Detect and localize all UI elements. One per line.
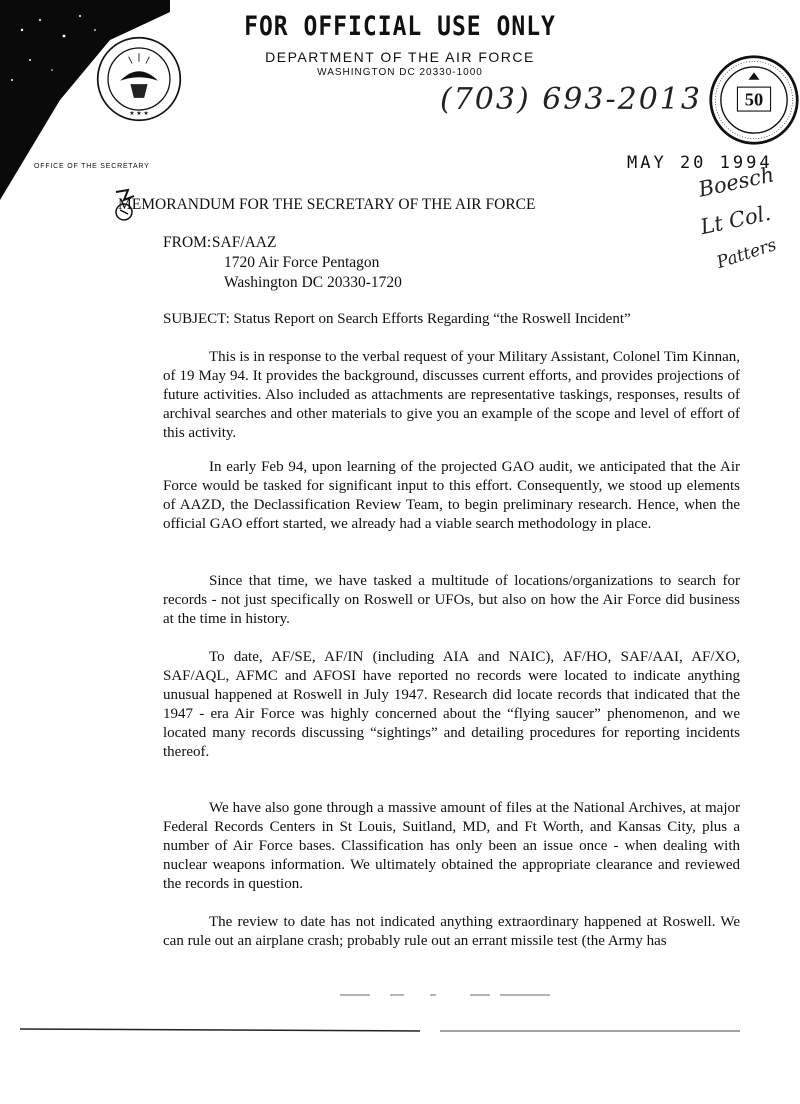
paragraph-text: Since that time, we have tasked a multitude of locations/organizations to search for records - not just specifically on Roswell or UFOs, but also on how the Air Force did business at the time in history. — [163, 573, 740, 627]
subject-text: Status Report on Search Efforts Regarding “the Roswell Incident” — [233, 311, 631, 327]
classification-banner: FOR OFFICIAL USE ONLY — [244, 12, 556, 42]
body-paragraph-4 — [163, 648, 740, 762]
from-line-1: SAF/AAZ — [211, 234, 277, 251]
body-paragraph-5 — [163, 799, 740, 894]
margin-note-line-2: Lt Col. — [698, 200, 773, 240]
department-name: DEPARTMENT OF THE AIR FORCE — [265, 49, 535, 65]
memo-title: MEMORANDUM FOR THE SECRETARY OF THE AIR FORCE — [118, 196, 536, 213]
margin-note — [678, 160, 798, 300]
paragraph-text: In early Feb 94, upon learning of the projected GAO audit, we anticipated that the Air Force would be tasked for significant input to this effort. Consequently, we stood up elements of AAZD, the Declassification Review Team, to begin preliminary research. Hence, when the official GAO effort started, we already had a viable search methodology in place. — [163, 459, 740, 532]
from-label: FROM: — [163, 234, 212, 251]
body-paragraph-6 — [163, 913, 740, 951]
paragraph-text: We have also gone through a massive amount of files at the National Archives, at major Federal Records Centers in St Louis, Suitland, MD, and Ft Worth, and Kansas City, plus a number of Air Force bases. Classification has only been an issue once - when dealing with nuclear weapons information. We ultimately obtained the appropriate clearance and reviewed the records in question. — [163, 800, 740, 892]
paragraph-text: To date, AF/SE, AF/IN (including AIA and NAIC), AF/HO, SAF/AAI, AF/XO, SAF/AQL, AFMC and AFOSI have reported no records were located to indicate anything unusual happened at Roswell in July 1947. Research did locate records that indicated that the 1947 - era Air Force was highly concerned about the “flying saucer” phenomenon, and we located many records discussing “sightings” and detailing procedures for reporting incidents thereof. — [163, 649, 740, 760]
body-paragraph-3 — [163, 572, 740, 629]
handwritten-phone: (703) 693-2013 — [440, 82, 702, 117]
margin-note-line-3: Patters — [714, 235, 779, 273]
faint-footer-marks — [340, 990, 560, 1000]
body-paragraph-1 — [163, 348, 740, 443]
from-line-2: 1720 Air Force Pentagon — [224, 254, 380, 271]
paragraph-text: The review to date has not indicated anything extraordinary happened at Roswell. We can rule out an airplane crash; probably rule out an errant missile test (the Army has — [163, 914, 740, 949]
from-line-3: Washington DC 20330-1720 — [224, 274, 402, 291]
date-stamp: MAY 20 1994 — [627, 153, 773, 173]
subject-line — [163, 311, 631, 328]
from-block — [163, 233, 402, 293]
paragraph-text: This is in response to the verbal request of your Military Assistant, Colonel Tim Kinnan, of 19 May 94. It provides the background, discusses current efforts, and provides projections of future activities. Also included as attachments are representative taskings, responses, results of archival searches and other materials to give you an example of the scope and level of effort of this activity. — [163, 349, 740, 441]
svg-text:★ ★ ★: ★ ★ ★ — [129, 111, 149, 118]
subject-label: SUBJECT: — [163, 311, 230, 327]
svg-text:50: 50 — [744, 89, 764, 110]
department-address: WASHINGTON DC 20330-1000 — [317, 67, 483, 78]
margin-note-line-1: Boesch — [696, 162, 777, 202]
footer-rule — [20, 1027, 740, 1033]
body-paragraph-2 — [163, 458, 740, 534]
office-label: OFFICE OF THE SECRETARY — [34, 163, 150, 170]
